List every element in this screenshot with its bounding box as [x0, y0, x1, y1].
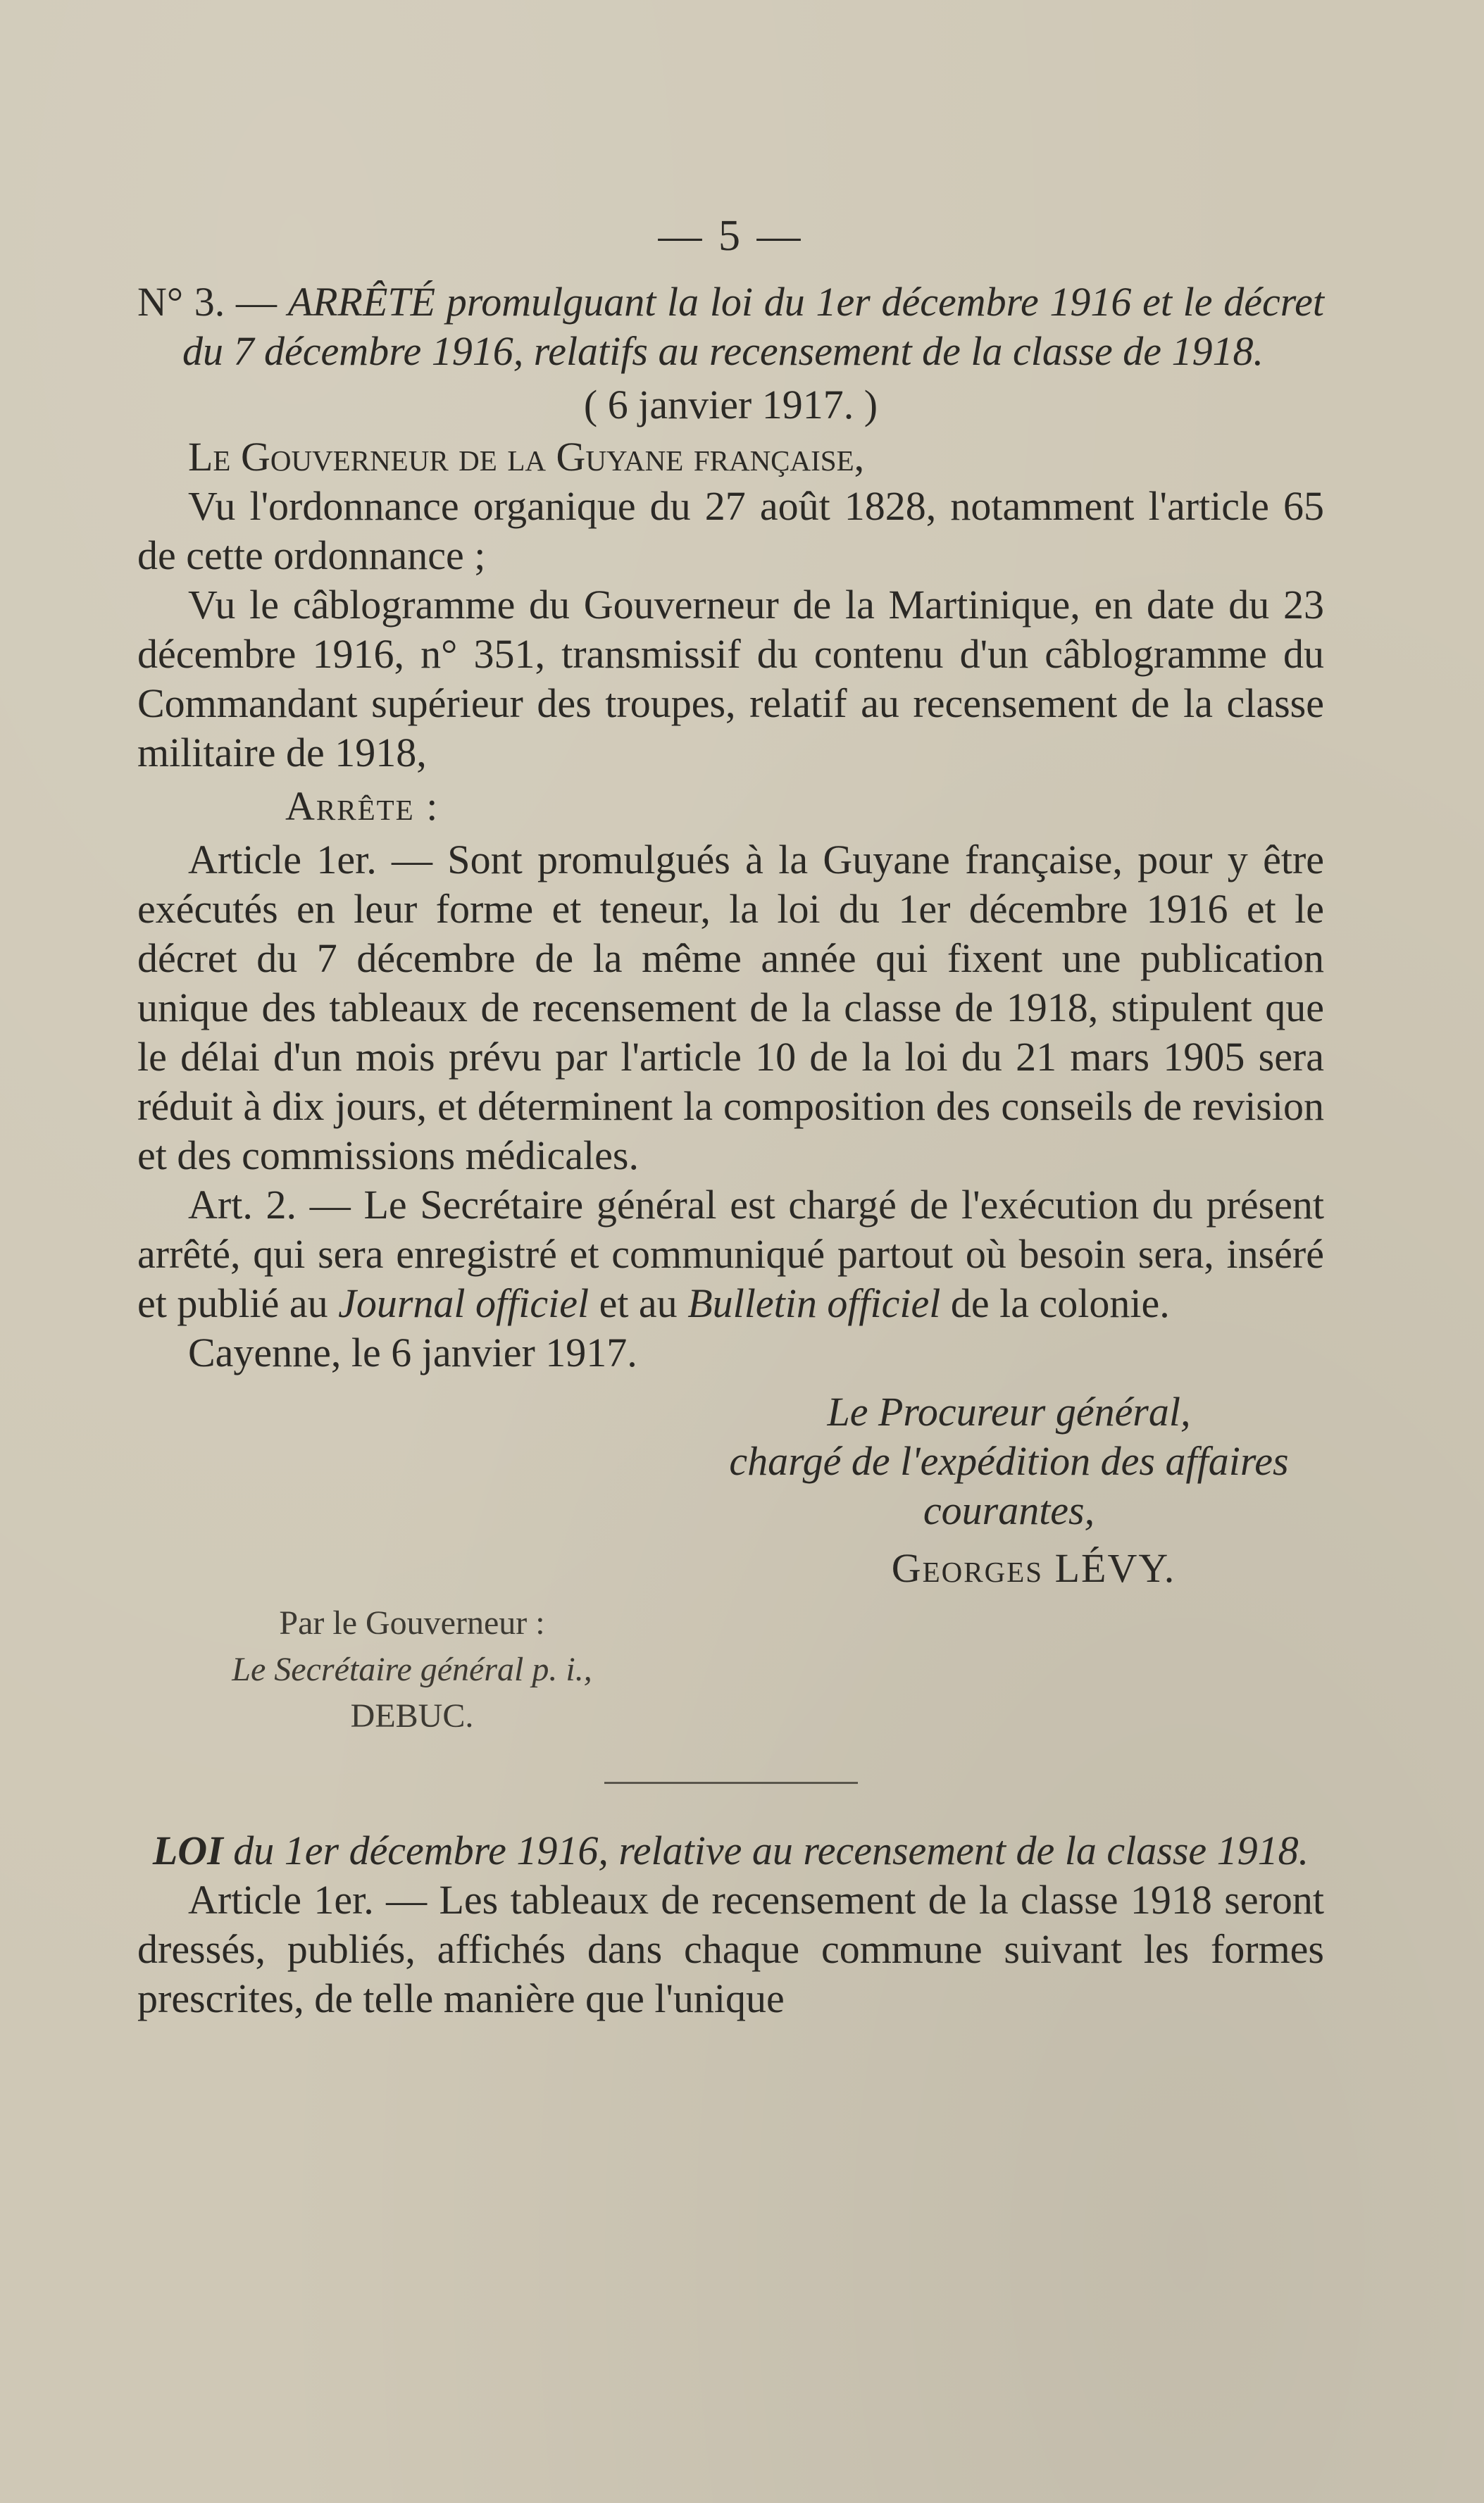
signatory-title-line-1: Le Procureur général,	[827, 1389, 1191, 1435]
signatory-name: Georges LÉVY.	[891, 1545, 1176, 1591]
arrete-label: Arrête :	[285, 783, 439, 829]
place-date: Cayenne, le 6 janvier 1917.	[188, 1330, 637, 1375]
decree-authority: Le Gouverneur de la Guyane française,	[188, 434, 865, 480]
signatory-title-line-2: chargé de l'expédition des affaires courantes,	[729, 1438, 1289, 1533]
journal-officiel: Journal officiel	[338, 1280, 590, 1326]
section-divider	[604, 1782, 858, 1784]
decree-date: ( 6 janvier 1917. )	[583, 382, 878, 427]
law-article-1: Article 1er. — Les tableaux de recensement de la classe 1918 seront dressés, publiés, affichés dans chaque commune suivant les formes prescrites, de telle manière que l'unique	[137, 1877, 1324, 2021]
law-title	[137, 1826, 1324, 1875]
decree-title: ARRÊTÉ promulguant la loi du 1er décembre 1916 et le décret du 7 décembre 1916, relatifs au recensement de la classe de 1918.	[182, 279, 1324, 374]
countersign-name: DEBUC.	[350, 1697, 474, 1735]
law-title-start: LOI	[152, 1828, 223, 1873]
decree-article-2	[137, 1180, 1324, 1328]
document-page	[137, 211, 1324, 2023]
decree-number: N° 3. —	[137, 279, 277, 325]
countersign-line-2: Le Secrétaire général p. i.,	[232, 1651, 592, 1688]
law-title-rest: du 1er décembre 1916, relative au recensement de la classe 1918.	[223, 1828, 1309, 1873]
page-number: — 5 —	[658, 212, 804, 260]
countersignature-block	[137, 1600, 687, 1740]
decree-article-1: Article 1er. — Sont promulgués à la Guyane française, pour y être exécutés en leur forme et teneur, la loi du 1er décembre 1916 et le décret du 7 décembre de la même année qui fixent une publication unique des tableaux de recensement de la classe de 1918, stipulent que le délai d'un mois prévu par l'article 10 de la loi du 21 mars 1905 sera réduit à dix jours, et déterminent la composition des conseils de revision et des commissions médicales.	[137, 837, 1324, 1178]
article-2-mid: et au	[589, 1280, 688, 1326]
article-2-end: de la colonie.	[940, 1280, 1170, 1326]
considerant-1: Vu l'ordonnance organique du 27 août 1828, notamment l'article 65 de cette ordonnance ;	[137, 483, 1324, 578]
bulletin-officiel: Bulletin officiel	[687, 1280, 941, 1326]
article-2-start: Art. 2. — Le Secrétaire général est chargé de l'exécution du présent arrêté, qui sera enregistré et communiqué partout où besoin sera, inséré et publié au	[137, 1182, 1324, 1326]
signatory-title	[694, 1387, 1324, 1535]
countersign-line-1: Par le Gouverneur :	[279, 1604, 545, 1642]
considerant-2: Vu le câblogramme du Gouverneur de la Martinique, en date du 23 décembre 1916, n° 351, transmissif du contenu d'un câblogramme du Commandant supérieur des troupes, relatif au recensement de la classe militaire de 1918,	[137, 582, 1324, 775]
decree-heading	[137, 277, 1324, 376]
